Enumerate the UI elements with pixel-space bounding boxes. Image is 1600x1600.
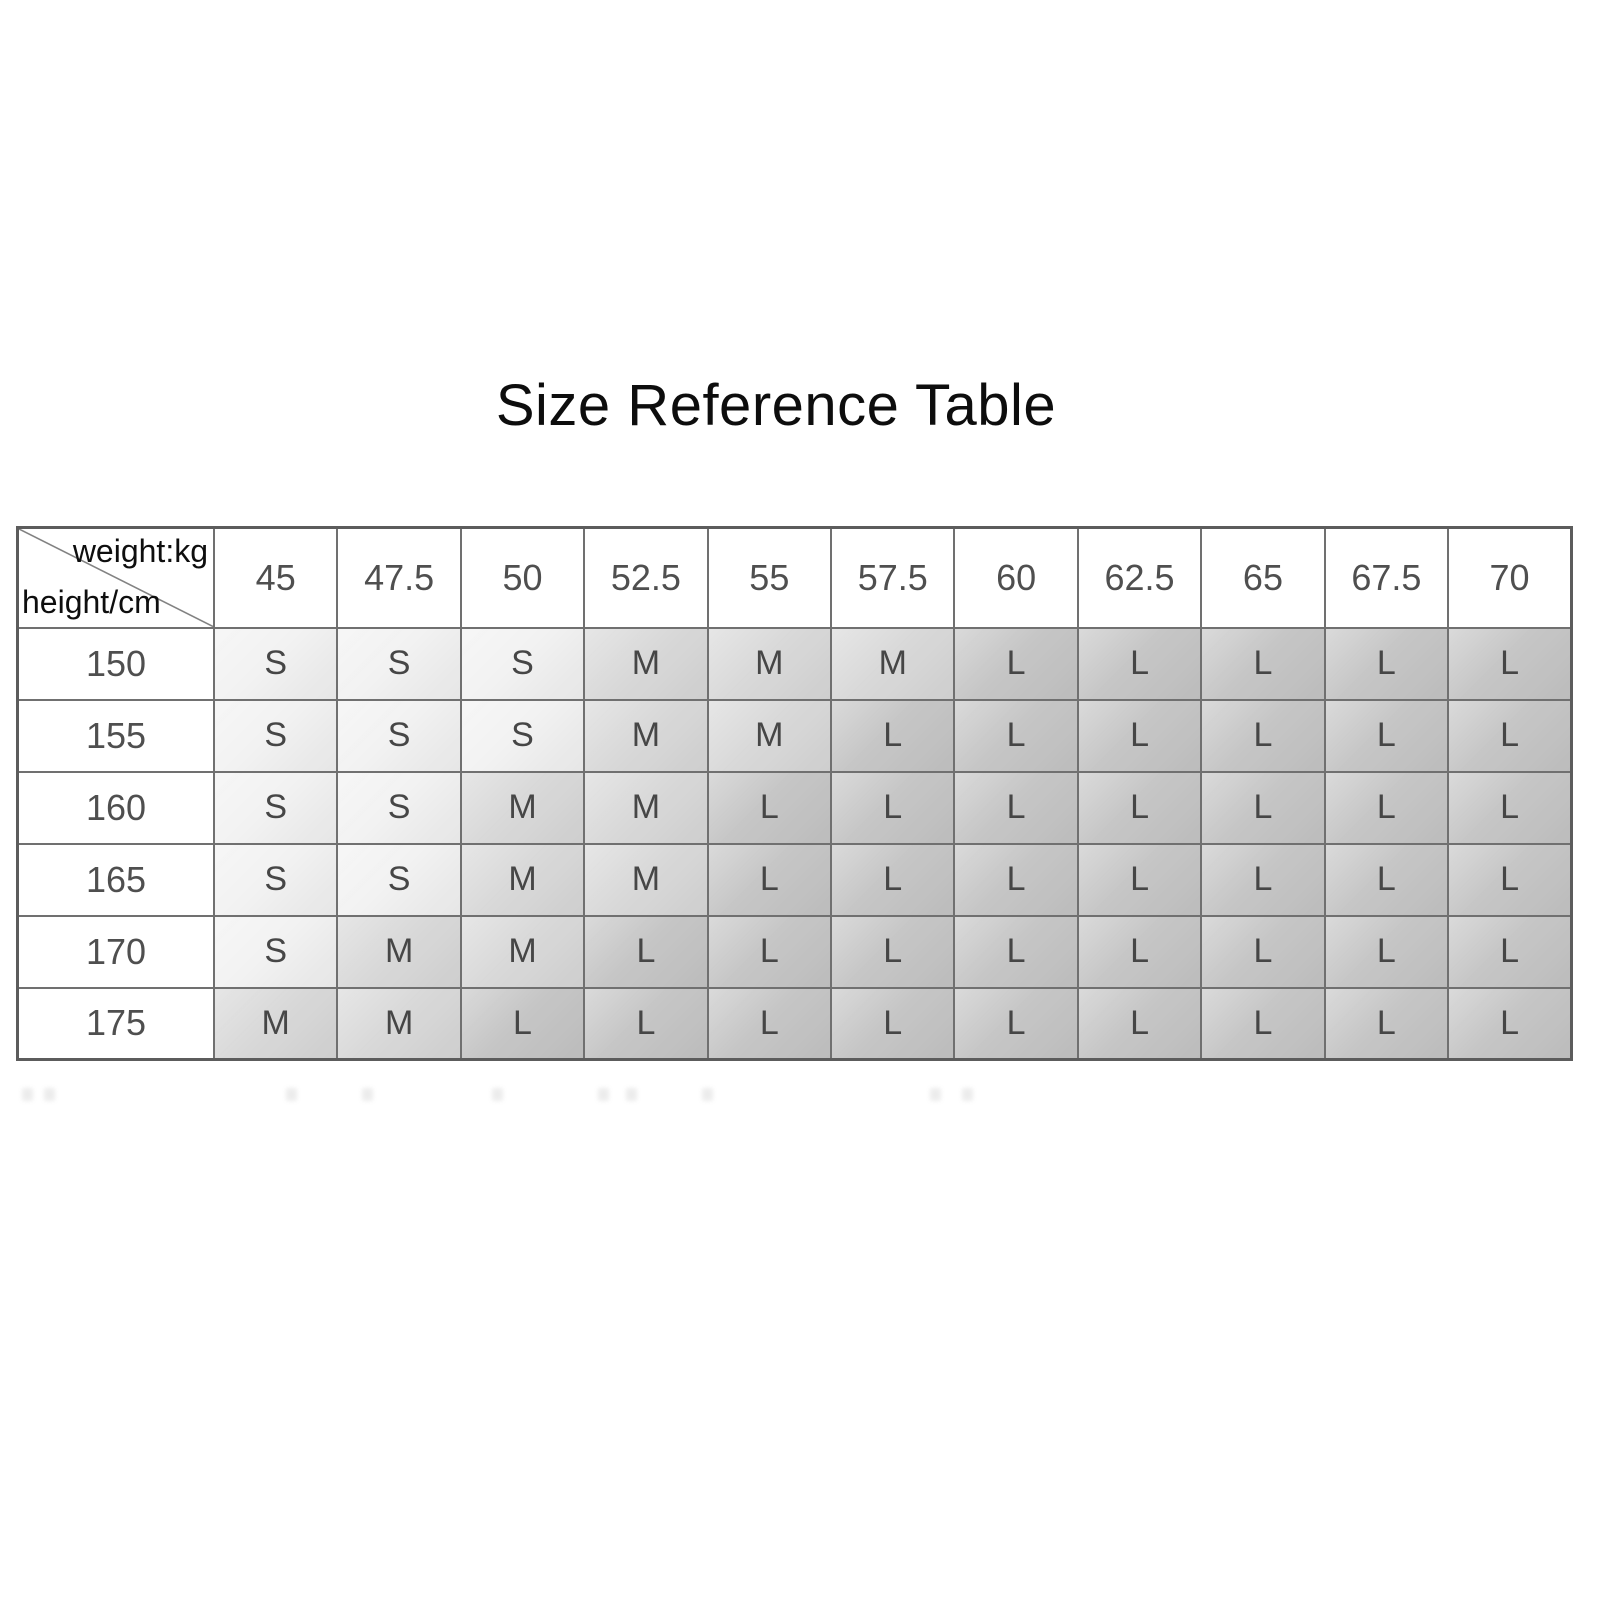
weight-column-header: 67.5 (1325, 528, 1448, 628)
size-cell: L (954, 700, 1077, 772)
size-cell: L (1078, 628, 1201, 700)
size-cell: L (1078, 988, 1201, 1060)
size-cell: M (461, 772, 584, 844)
size-cell: L (461, 988, 584, 1060)
size-cell: M (831, 628, 954, 700)
size-cell: M (461, 916, 584, 988)
table-row (18, 988, 1572, 1060)
size-cell: L (1201, 700, 1324, 772)
weight-column-header: 60 (954, 528, 1077, 628)
size-cell: L (1078, 772, 1201, 844)
size-cell: L (954, 628, 1077, 700)
size-cell: L (1201, 916, 1324, 988)
table-row (18, 772, 1572, 844)
weight-column-header: 52.5 (584, 528, 707, 628)
height-row-header: 175 (18, 988, 215, 1060)
size-cell: M (337, 988, 460, 1060)
size-cell: M (584, 628, 707, 700)
size-cell: M (337, 916, 460, 988)
size-cell: L (1448, 700, 1571, 772)
artifact-smudges (0, 1086, 1600, 1106)
size-cell: L (708, 988, 831, 1060)
size-cell: L (1325, 988, 1448, 1060)
size-cell: L (1325, 700, 1448, 772)
size-cell: L (1078, 916, 1201, 988)
size-cell: M (708, 700, 831, 772)
size-cell: L (954, 988, 1077, 1060)
weight-column-header: 50 (461, 528, 584, 628)
size-cell: L (831, 700, 954, 772)
size-cell: L (1325, 628, 1448, 700)
height-axis-label: height/cm (22, 583, 161, 620)
weight-column-header: 70 (1448, 528, 1571, 628)
weight-column-header: 55 (708, 528, 831, 628)
table-row (18, 844, 1572, 916)
size-cell: L (831, 988, 954, 1060)
height-row-header: 155 (18, 700, 215, 772)
size-cell: L (708, 844, 831, 916)
size-cell: M (584, 700, 707, 772)
size-reference-table (16, 526, 1573, 1061)
size-cell: L (954, 772, 1077, 844)
size-cell: S (461, 700, 584, 772)
page-title: Size Reference Table (495, 373, 1057, 438)
size-cell: L (584, 988, 707, 1060)
size-cell: S (214, 772, 337, 844)
size-cell: L (1448, 988, 1571, 1060)
size-cell: S (214, 844, 337, 916)
size-cell: M (461, 844, 584, 916)
weight-axis-label: weight:kg (72, 533, 208, 569)
size-cell: L (708, 772, 831, 844)
table-row (18, 628, 1572, 700)
table-row (18, 700, 1572, 772)
size-cell: M (214, 988, 337, 1060)
size-cell: L (584, 916, 707, 988)
height-row-header: 150 (18, 628, 215, 700)
size-cell: S (337, 700, 460, 772)
size-cell: M (708, 628, 831, 700)
table-row (18, 916, 1572, 988)
size-cell: L (1325, 844, 1448, 916)
size-cell: S (461, 628, 584, 700)
size-cell: L (831, 772, 954, 844)
size-cell: L (1201, 628, 1324, 700)
size-cell: S (337, 844, 460, 916)
weight-column-header: 45 (214, 528, 337, 628)
size-cell: L (1448, 772, 1571, 844)
size-cell: L (1078, 844, 1201, 916)
size-cell: S (337, 628, 460, 700)
weight-column-header: 62.5 (1078, 528, 1201, 628)
size-cell: L (1448, 844, 1571, 916)
size-cell: L (954, 844, 1077, 916)
size-cell: L (1325, 916, 1448, 988)
size-cell: L (1448, 628, 1571, 700)
size-cell: L (1201, 844, 1324, 916)
size-cell: S (337, 772, 460, 844)
size-cell: L (1201, 988, 1324, 1060)
size-cell: M (584, 772, 707, 844)
size-cell: S (214, 700, 337, 772)
size-cell: L (1325, 772, 1448, 844)
table-body (18, 628, 1572, 1060)
height-row-header: 160 (18, 772, 215, 844)
size-cell: L (831, 844, 954, 916)
size-cell: L (954, 916, 1077, 988)
size-cell: L (708, 916, 831, 988)
size-cell: M (584, 844, 707, 916)
weight-column-header: 65 (1201, 528, 1324, 628)
weight-column-header: 57.5 (831, 528, 954, 628)
weight-column-header: 47.5 (337, 528, 460, 628)
size-cell: L (1448, 916, 1571, 988)
size-cell: L (1078, 700, 1201, 772)
height-row-header: 170 (18, 916, 215, 988)
header-row (18, 528, 1572, 628)
size-cell: L (1201, 772, 1324, 844)
size-cell: S (214, 916, 337, 988)
size-cell: L (831, 916, 954, 988)
size-cell: S (214, 628, 337, 700)
corner-cell (18, 528, 215, 628)
height-row-header: 165 (18, 844, 215, 916)
